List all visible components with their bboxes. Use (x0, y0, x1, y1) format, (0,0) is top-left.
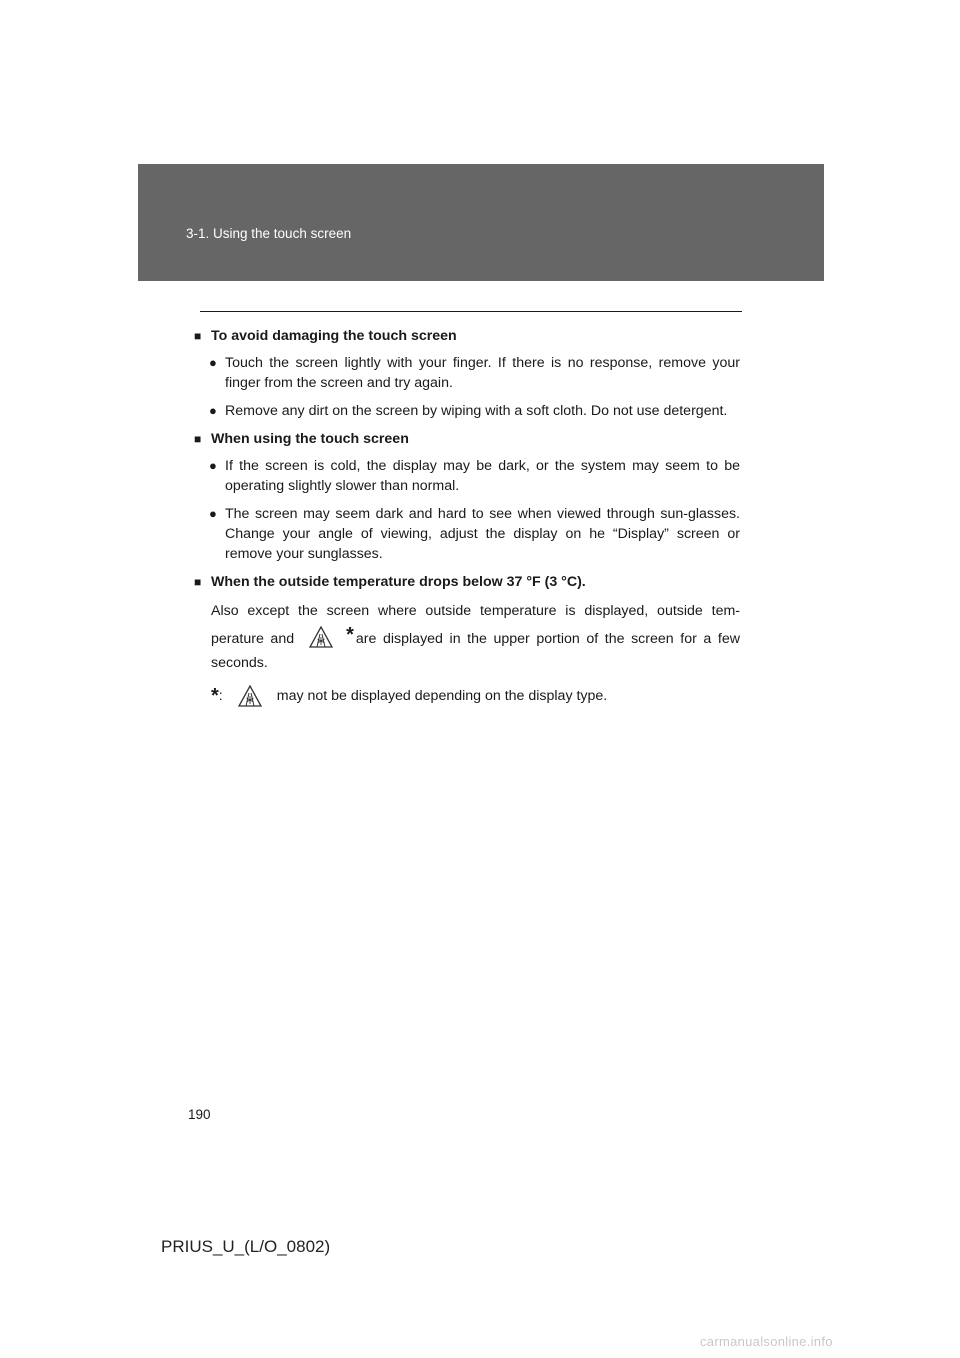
list-item: ● If the screen is cold, the display may be dark, or the system may seem to be operating slightly slower than normal. (209, 456, 754, 496)
section-label: 3-1. Using the touch screen (186, 226, 352, 241)
section-heading: ■ When using the touch screen (194, 429, 754, 449)
divider-rule (200, 311, 742, 312)
square-bullet-icon (194, 572, 211, 592)
square-bullet-icon (194, 429, 211, 449)
temperature-paragraph: Also except the screen where outside temperature is displayed, outside tem-perature and * are displayed in the upper portion of the screen for a few seconds. (211, 603, 740, 671)
footnote-marker: * (211, 685, 219, 707)
list-item: ● The screen may seem dark and hard to see when viewed through sun-glasses. Change your angle of viewing, adjust the display on he “Display” screen or remove your sunglasses. (209, 504, 754, 564)
header-band (138, 164, 824, 281)
page-content (194, 326, 754, 707)
section-heading: ■ When the outside temperature drops below 37 °F (3 °C). (194, 572, 754, 592)
round-bullet-icon (209, 456, 225, 496)
footnote-marker: * (346, 624, 354, 646)
round-bullet-icon (209, 504, 225, 564)
page-number: 190 (188, 1107, 211, 1122)
round-bullet-icon (209, 353, 225, 393)
square-bullet-icon (194, 326, 211, 346)
list-item: ● Remove any dirt on the screen by wiping with a soft cloth. Do not use detergent. (209, 401, 754, 421)
snowflake-road-warning-icon (237, 685, 263, 707)
section-heading: ■ To avoid damaging the touch screen (194, 326, 754, 346)
round-bullet-icon (209, 401, 225, 421)
watermark: carmanualsonline.info (700, 1334, 833, 1349)
list-item: ● Touch the screen lightly with your finger. If there is no response, remove your finger from the screen and try again. (209, 353, 754, 393)
footnote: * : may not be displayed depending on the display type. (211, 685, 608, 707)
snowflake-road-warning-icon (308, 626, 334, 648)
document-code: PRIUS_U_(L/O_0802) (161, 1237, 331, 1256)
